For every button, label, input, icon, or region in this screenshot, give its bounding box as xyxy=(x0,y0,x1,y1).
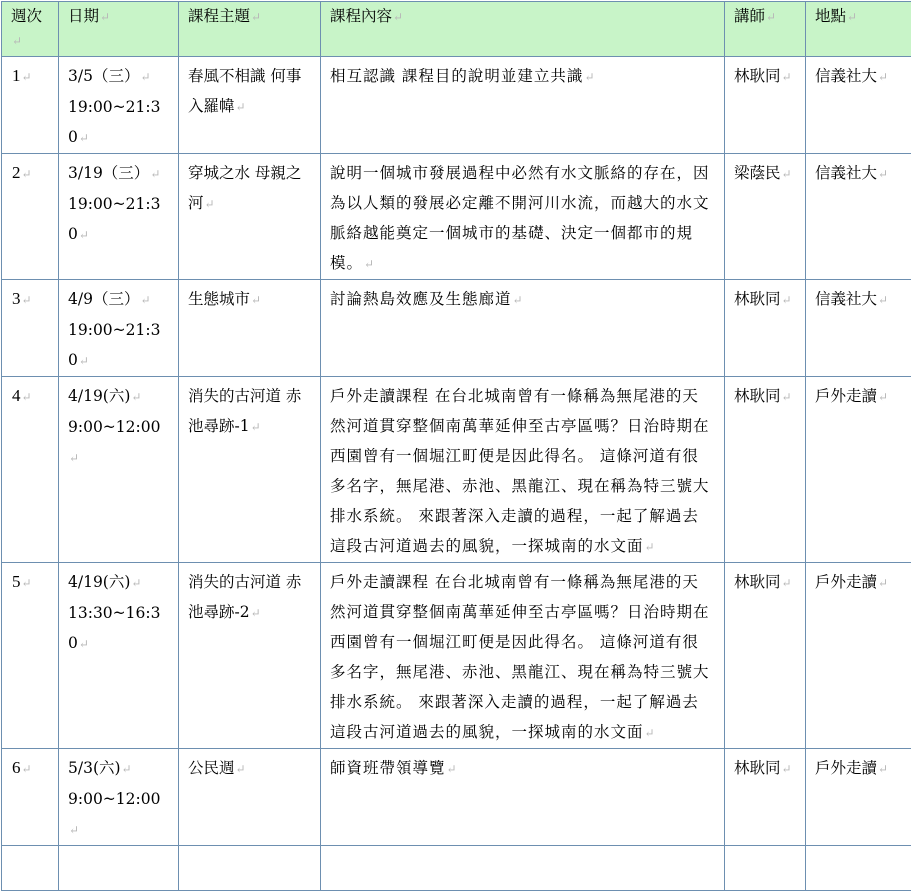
paragraph-mark-icon: ↵ xyxy=(645,726,656,740)
paragraph-mark-icon: ↵ xyxy=(79,637,89,651)
location-cell: 信義社大↵ xyxy=(806,57,911,154)
header-location: 地點↵ xyxy=(806,2,911,57)
paragraph-mark-icon: ↵ xyxy=(22,762,32,776)
table-row xyxy=(2,154,911,280)
week-cell: 5↵ xyxy=(2,563,59,749)
header-teacher: 講師↵ xyxy=(725,2,806,57)
paragraph-mark-icon: ↵ xyxy=(878,167,888,181)
date-cell: 4/19(六)↵ 13:30~16:30↵ xyxy=(59,563,179,749)
topic-cell: 生態城市↵ xyxy=(179,280,321,377)
location-cell: 戶外走讀↵ xyxy=(806,749,911,846)
date-cell: 4/9（三）↵ 19:00~21:30↵ xyxy=(59,280,179,377)
empty-cell xyxy=(179,846,321,891)
content-cell: 相互認識 課程目的說明並建立共識↵ xyxy=(321,57,725,154)
paragraph-mark-icon: ↵ xyxy=(782,70,792,84)
week-cell: 4↵ xyxy=(2,377,59,563)
content-cell: 戶外走讀課程 在台北城南曾有一條稱為無尾港的天然河道貫穿整個南萬華延伸至古亭區嗎？日治時期在西園曾有一個堀江町便是因此得名。 這條河道有很多名字，無尾港、赤池、黑龍江、現在稱為特三號大排水系統。 來跟著深入走讀的過程，一起了解過去這段古河道過去的風貌，一探城南的水文面↵ xyxy=(321,377,725,563)
empty-cell xyxy=(59,846,179,891)
table-row xyxy=(2,749,911,846)
topic-cell: 公民週↵ xyxy=(179,749,321,846)
paragraph-mark-icon: ↵ xyxy=(251,606,261,620)
empty-cell xyxy=(321,846,725,891)
paragraph-mark-icon: ↵ xyxy=(22,293,32,307)
teacher-cell: 林耿同↵ xyxy=(725,563,806,749)
header-date: 日期↵ xyxy=(59,2,179,57)
topic-cell: 消失的古河道 赤池尋跡-1↵ xyxy=(179,377,321,563)
paragraph-mark-icon: ↵ xyxy=(79,228,89,242)
paragraph-mark-icon: ↵ xyxy=(766,10,776,24)
location-cell: 信義社大↵ xyxy=(806,154,911,280)
content-cell: 師資班帶領導覽↵ xyxy=(321,749,725,846)
table-row xyxy=(2,280,911,377)
location-cell: 戶外走讀↵ xyxy=(806,563,911,749)
table-row-partial xyxy=(2,846,911,891)
paragraph-mark-icon: ↵ xyxy=(100,10,110,24)
teacher-cell: 林耿同↵ xyxy=(725,280,806,377)
table-row xyxy=(2,377,911,563)
paragraph-mark-icon: ↵ xyxy=(205,197,215,211)
paragraph-mark-icon: ↵ xyxy=(236,762,246,776)
week-cell: 6↵ xyxy=(2,749,59,846)
header-row xyxy=(2,2,911,57)
teacher-cell: 林耿同↵ xyxy=(725,377,806,563)
location-cell: 信義社大↵ xyxy=(806,280,911,377)
paragraph-mark-icon: ↵ xyxy=(782,167,792,181)
paragraph-mark-icon: ↵ xyxy=(140,70,150,84)
week-cell: 1↵ xyxy=(2,57,59,154)
paragraph-mark-icon: ↵ xyxy=(251,10,261,24)
table-row xyxy=(2,57,911,154)
paragraph-mark-icon: ↵ xyxy=(645,540,656,554)
date-cell: 4/19(六)↵ 9:00~12:00↵ xyxy=(59,377,179,563)
paragraph-mark-icon: ↵ xyxy=(878,390,888,404)
course-schedule-table xyxy=(1,1,911,891)
paragraph-mark-icon: ↵ xyxy=(12,34,22,48)
paragraph-mark-icon: ↵ xyxy=(782,390,792,404)
header-content: 課程內容↵ xyxy=(321,2,725,57)
teacher-cell: 林耿同↵ xyxy=(725,57,806,154)
content-cell: 戶外走讀課程 在台北城南曾有一條稱為無尾港的天然河道貫穿整個南萬華延伸至古亭區嗎？日治時期在西園曾有一個堀江町便是因此得名。 這條河道有很多名字，無尾港、赤池、黑龍江、現在稱為特三號大排水系統。 來跟著深入走讀的過程，一起了解過去這段古河道過去的風貌，一探城南的水文面↵ xyxy=(321,563,725,749)
paragraph-mark-icon: ↵ xyxy=(393,10,403,24)
empty-cell xyxy=(2,846,59,891)
paragraph-mark-icon: ↵ xyxy=(447,762,458,776)
date-cell: 5/3(六)↵ 9:00~12:00↵ xyxy=(59,749,179,846)
paragraph-mark-icon: ↵ xyxy=(236,100,246,114)
paragraph-mark-icon: ↵ xyxy=(782,293,792,307)
teacher-cell: 林耿同↵ xyxy=(725,749,806,846)
date-cell: 3/19（三）↵ 19:00~21:30↵ xyxy=(59,154,179,280)
paragraph-mark-icon: ↵ xyxy=(69,451,79,465)
empty-cell xyxy=(725,846,806,891)
paragraph-mark-icon: ↵ xyxy=(251,420,261,434)
table-row xyxy=(2,563,911,749)
topic-cell: 春風不相識 何事入羅幃↵ xyxy=(179,57,321,154)
topic-cell: 穿城之水 母親之河↵ xyxy=(179,154,321,280)
paragraph-mark-icon: ↵ xyxy=(131,390,141,404)
week-cell: 2↵ xyxy=(2,154,59,280)
week-cell: 3↵ xyxy=(2,280,59,377)
content-cell: 說明一個城市發展過程中必然有水文脈絡的存在，因為以人類的發展必定離不開河川水流，而越大的水文脈絡越能奠定一個城市的基礎、決定一個都市的規模。↵ xyxy=(321,154,725,280)
paragraph-mark-icon: ↵ xyxy=(122,762,132,776)
paragraph-mark-icon: ↵ xyxy=(878,576,888,590)
paragraph-mark-icon: ↵ xyxy=(22,70,32,84)
paragraph-mark-icon: ↵ xyxy=(513,293,524,307)
paragraph-mark-icon: ↵ xyxy=(847,10,857,24)
topic-cell: 消失的古河道 赤池尋跡-2↵ xyxy=(179,563,321,749)
paragraph-mark-icon: ↵ xyxy=(79,354,89,368)
paragraph-mark-icon: ↵ xyxy=(878,293,888,307)
teacher-cell: 梁蔭民↵ xyxy=(725,154,806,280)
paragraph-mark-icon: ↵ xyxy=(878,70,888,84)
paragraph-mark-icon: ↵ xyxy=(22,390,32,404)
paragraph-mark-icon: ↵ xyxy=(782,762,792,776)
paragraph-mark-icon: ↵ xyxy=(22,576,32,590)
paragraph-mark-icon: ↵ xyxy=(584,70,595,84)
header-topic: 課程主題↵ xyxy=(179,2,321,57)
paragraph-mark-icon: ↵ xyxy=(79,131,89,145)
header-week: 週次↵ xyxy=(2,2,59,57)
content-cell: 討論熱島效應及生態廊道↵ xyxy=(321,280,725,377)
paragraph-mark-icon: ↵ xyxy=(131,576,141,590)
paragraph-mark-icon: ↵ xyxy=(878,762,888,776)
paragraph-mark-icon: ↵ xyxy=(150,167,160,181)
paragraph-mark-icon: ↵ xyxy=(251,293,261,307)
location-cell: 戶外走讀↵ xyxy=(806,377,911,563)
paragraph-mark-icon: ↵ xyxy=(364,257,375,271)
paragraph-mark-icon: ↵ xyxy=(69,823,79,837)
paragraph-mark-icon: ↵ xyxy=(22,167,32,181)
empty-cell xyxy=(806,846,911,891)
date-cell: 3/5（三）↵ 19:00~21:30↵ xyxy=(59,57,179,154)
paragraph-mark-icon: ↵ xyxy=(140,293,150,307)
paragraph-mark-icon: ↵ xyxy=(782,576,792,590)
